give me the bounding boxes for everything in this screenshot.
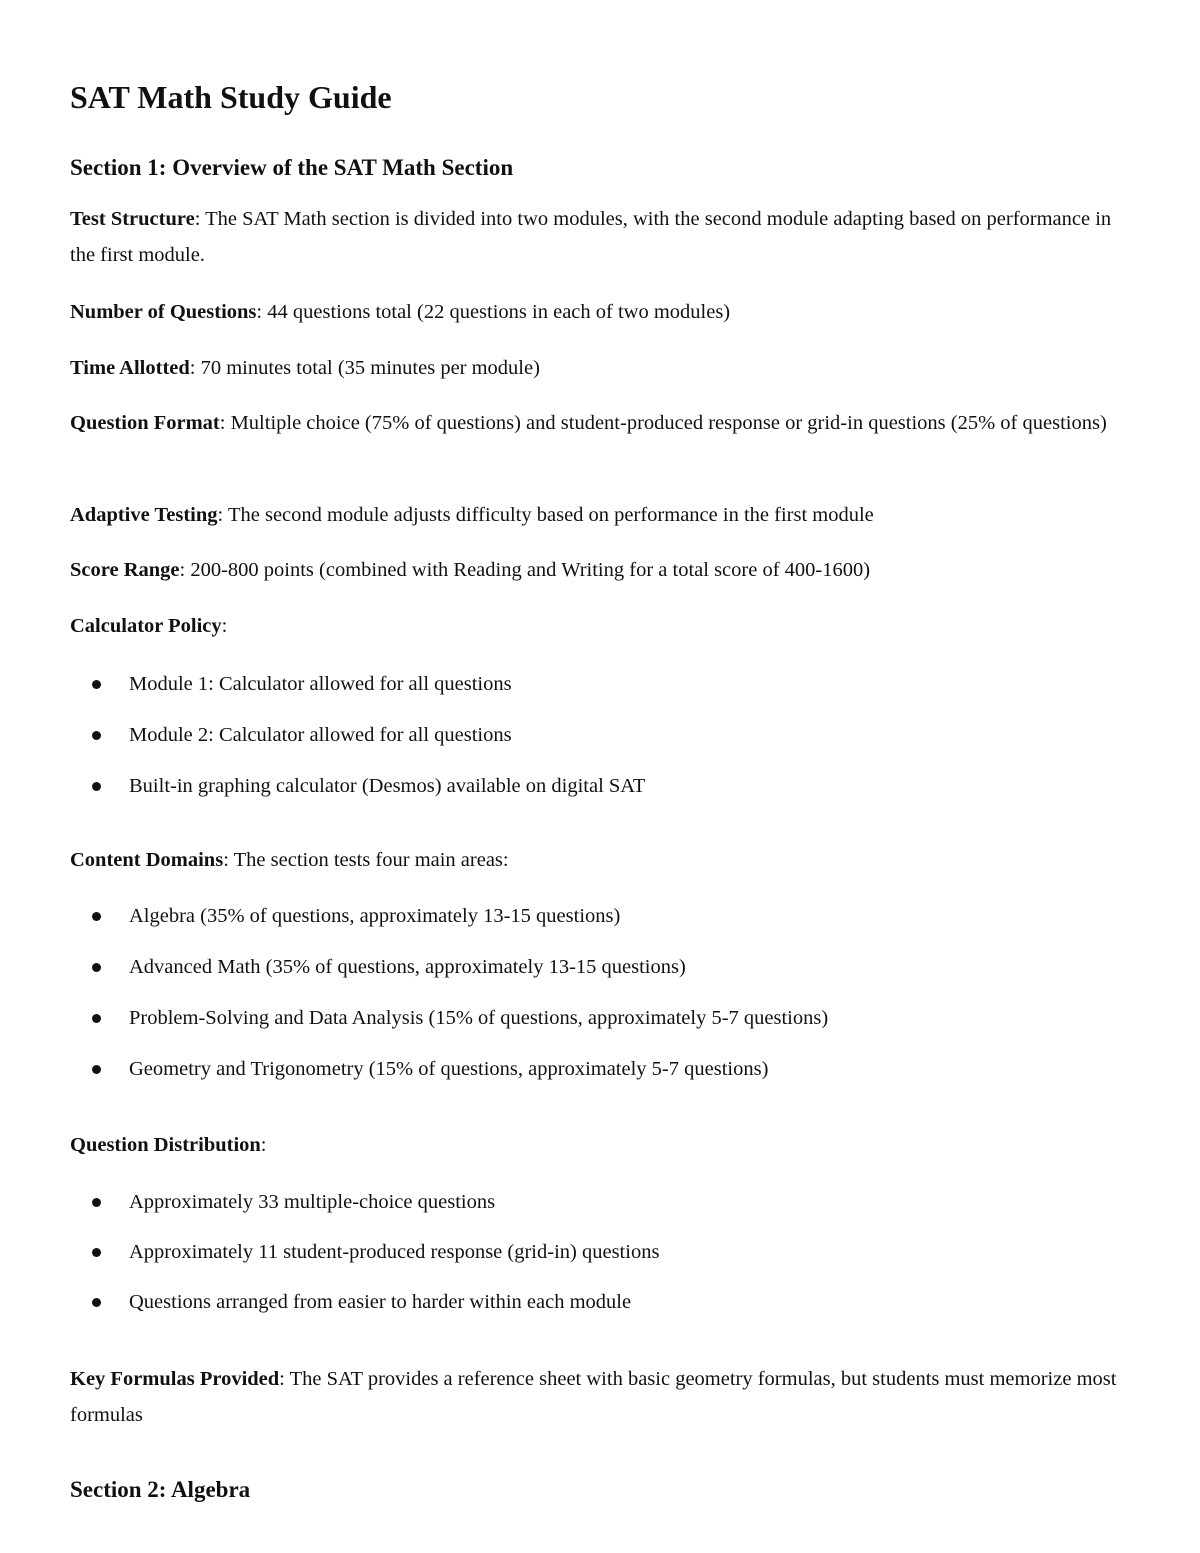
question-format-label: Question Format bbox=[70, 412, 220, 434]
number-of-questions-text: : 44 questions total (22 questions in each of two modules) bbox=[256, 301, 731, 323]
bullet-icon bbox=[92, 680, 101, 689]
question-format-paragraph bbox=[70, 405, 1130, 441]
list-item-text: Built-in graphing calculator (Desmos) available on digital SAT bbox=[129, 775, 646, 797]
calculator-policy-text: : bbox=[221, 615, 228, 637]
document-title: SAT Math Study Guide bbox=[70, 79, 392, 115]
list-item bbox=[70, 666, 1130, 717]
key-formulas-text: : The SAT provides a reference sheet with basic geometry formulas, but students must memorize most formulas bbox=[70, 1368, 1117, 1426]
question-distribution-text: : bbox=[260, 1134, 267, 1156]
calculator-policy-label: Calculator Policy bbox=[70, 615, 222, 637]
time-allotted-label: Time Allotted bbox=[70, 357, 190, 379]
list-item bbox=[70, 1284, 1130, 1334]
bullet-icon bbox=[92, 963, 101, 972]
bullet-icon bbox=[92, 731, 101, 740]
bullet-icon bbox=[92, 1065, 101, 1074]
bullet-icon bbox=[92, 1014, 101, 1023]
list-item-text: Algebra (35% of questions, approximately 13-15 questions) bbox=[129, 905, 621, 927]
time-allotted-text: : 70 minutes total (35 minutes per module) bbox=[189, 357, 540, 379]
test-structure-text: : The SAT Math section is divided into two modules, with the second module adapting based on performance in the first module. bbox=[70, 208, 1112, 266]
list-item-text: Geometry and Trigonometry (15% of questions, approximately 5-7 questions) bbox=[129, 1058, 769, 1080]
list-item-text: Advanced Math (35% of questions, approximately 13-15 questions) bbox=[129, 956, 686, 978]
content-domains-list bbox=[70, 898, 1130, 1102]
list-item-text: Questions arranged from easier to harder within each module bbox=[129, 1291, 632, 1313]
time-allotted-paragraph bbox=[70, 350, 1130, 386]
calculator-policy-list bbox=[70, 666, 1130, 819]
number-of-questions-label: Number of Questions bbox=[70, 301, 257, 323]
score-range-paragraph bbox=[70, 552, 1130, 588]
list-item-text: Module 1: Calculator allowed for all questions bbox=[129, 673, 512, 695]
adaptive-testing-text: : The second module adjusts difficulty based on performance in the first module bbox=[217, 504, 874, 526]
list-item-text: Problem-Solving and Data Analysis (15% of questions, approximately 5-7 questions) bbox=[129, 1007, 829, 1029]
section-2-heading: Section 2: Algebra bbox=[70, 1477, 251, 1502]
list-item-text: Module 2: Calculator allowed for all questions bbox=[129, 724, 512, 746]
question-format-text: : Multiple choice (75% of questions) and student-produced response or grid-in questions (25% of questions) bbox=[219, 412, 1107, 434]
content-domains-paragraph bbox=[70, 842, 1130, 878]
list-item bbox=[70, 717, 1130, 768]
adaptive-testing-paragraph bbox=[70, 497, 1130, 533]
list-item bbox=[70, 1184, 1130, 1234]
list-item bbox=[70, 1234, 1130, 1284]
key-formulas-label: Key Formulas Provided bbox=[70, 1368, 280, 1390]
question-distribution-label: Question Distribution bbox=[70, 1134, 261, 1156]
bullet-icon bbox=[92, 782, 101, 791]
score-range-label: Score Range bbox=[70, 559, 180, 581]
question-distribution-list bbox=[70, 1184, 1130, 1334]
content-domains-text: : The section tests four main areas: bbox=[223, 849, 509, 871]
section-1-heading: Section 1: Overview of the SAT Math Section bbox=[70, 155, 514, 180]
test-structure-label: Test Structure bbox=[70, 208, 195, 230]
list-item bbox=[70, 1051, 1130, 1102]
adaptive-testing-label: Adaptive Testing bbox=[70, 504, 218, 526]
key-formulas-paragraph bbox=[70, 1361, 1130, 1433]
content-domains-label: Content Domains bbox=[70, 849, 224, 871]
bullet-icon bbox=[92, 1198, 101, 1207]
bullet-icon bbox=[92, 912, 101, 921]
number-of-questions-paragraph bbox=[70, 294, 1130, 330]
list-item bbox=[70, 1000, 1130, 1051]
list-item-text: Approximately 33 multiple-choice questions bbox=[129, 1191, 496, 1213]
list-item bbox=[70, 949, 1130, 1000]
list-item bbox=[70, 898, 1130, 949]
list-item bbox=[70, 768, 1130, 819]
bullet-icon bbox=[92, 1298, 101, 1307]
bullet-icon bbox=[92, 1248, 101, 1257]
calculator-policy-paragraph bbox=[70, 608, 1130, 644]
score-range-text: : 200-800 points (combined with Reading and Writing for a total score of 400-1600) bbox=[179, 559, 871, 581]
question-distribution-paragraph bbox=[70, 1127, 1130, 1163]
list-item-text: Approximately 11 student-produced response (grid-in) questions bbox=[129, 1241, 660, 1263]
test-structure-paragraph bbox=[70, 201, 1130, 273]
